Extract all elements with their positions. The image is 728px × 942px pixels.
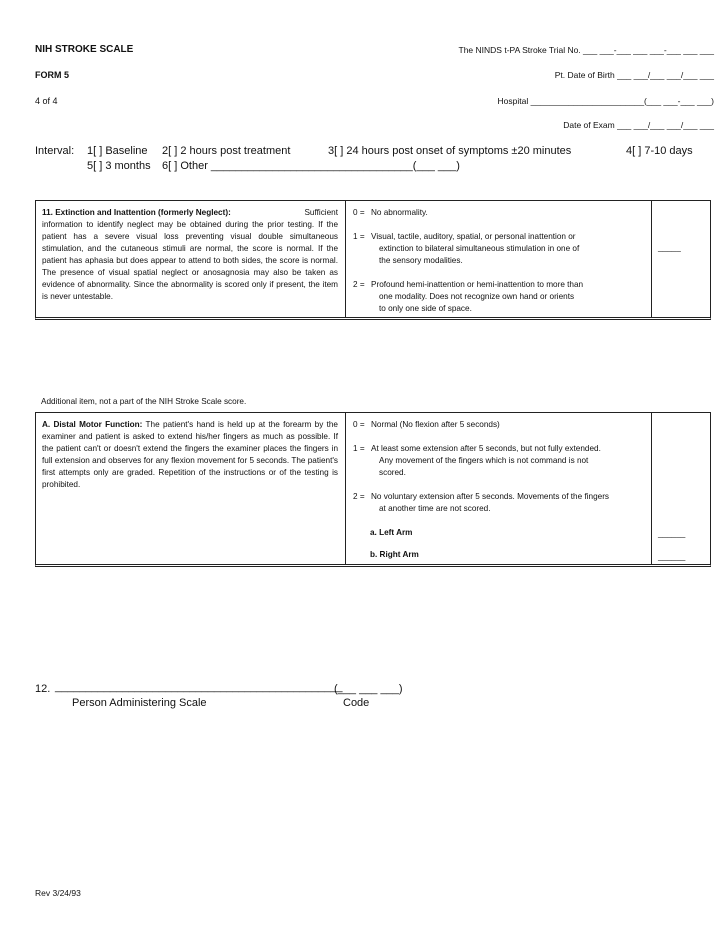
page-title: NIH STROKE SCALE	[35, 44, 134, 55]
administrator-code-field[interactable]: (___ ___ ___)	[334, 683, 403, 695]
item-11-description-text: information to identify neglect may be obtained during the prior testing. If the patient has a severe visual loss preventing visual double simultaneous stimulation, and the cutaneous stimuli are normal, the score is normal. If the patient has aphasia but does appear to attend to both sides, the score is normal. The presence of visual spatial neglect or anosagnosia may also be taken as evidence of abnormality. Since the abnormality is scored only if present, the item is never untestable.	[42, 220, 338, 301]
item-11-option-0: 0 = No abnormality.	[353, 208, 428, 217]
form-label: FORM 5	[35, 70, 70, 80]
trial-number-field[interactable]: The NINDS t-PA Stroke Trial No. ___ ___-___ ___ ___-___ ___ ___	[458, 45, 714, 55]
interval-7-10-days-option[interactable]: 4[ ] 7-10 days	[626, 145, 693, 157]
left-arm-label: a. Left Arm	[370, 528, 413, 537]
item-a-description	[42, 419, 338, 491]
item-a-option-0: 0 = Normal (No flexion after 5 seconds)	[353, 420, 500, 429]
exam-date-field[interactable]: Date of Exam ___ ___/___ ___/___ ___	[563, 120, 714, 130]
additional-item-note: Additional item, not a part of the NIH Stroke Scale score.	[41, 397, 247, 406]
item-a-option-1: 1 = At least some extension after 5 seconds, but not fully extended.	[353, 444, 601, 453]
column-divider	[345, 413, 346, 564]
column-divider	[651, 413, 652, 564]
right-arm-label: b. Right Arm	[370, 550, 419, 559]
interval-2h-option[interactable]: 2[ ] 2 hours post treatment	[162, 145, 291, 157]
item-a-option-2: 2 = No voluntary extension after 5 seconds. Movements of the fingers	[353, 492, 610, 501]
item-11-heading: 11. Extinction and Inattention (formerly Neglect):	[42, 208, 231, 217]
interval-label: Interval:	[35, 145, 75, 157]
person-administering-label: Person Administering Scale	[72, 697, 207, 709]
item-11-option-1: 1 = Visual, tactile, auditory, spatial, or personal inattention or	[353, 232, 576, 241]
item-11-description	[42, 207, 338, 303]
code-label: Code	[343, 697, 370, 709]
item-11-option-2-cont: one modality. Does not recognize own hand or orients	[379, 292, 575, 301]
item-11-option-1-cont: extinction to bilateral simultaneous stimulation in one of	[379, 244, 580, 253]
item-12-number: 12.	[35, 683, 51, 695]
interval-other-option[interactable]: 6[ ] Other _________________________________(___ ___)	[162, 160, 460, 172]
interval-3-months-option[interactable]: 5[ ] 3 months	[87, 160, 151, 172]
item-11-option-2-cont: to only one side of space.	[379, 304, 472, 313]
revision-date: Rev 3/24/93	[35, 888, 81, 898]
interval-baseline-option[interactable]: 1[ ] Baseline	[87, 145, 148, 157]
item-a-option-1-cont: Any movement of the fingers which is not command is not	[379, 456, 589, 465]
item-a-option-2-cont: at another time are not scored.	[379, 504, 491, 513]
item-11-box	[35, 200, 711, 320]
date-of-birth-field[interactable]: Pt. Date of Birth ___ ___/___ ___/___ ___	[554, 70, 714, 80]
item-a-option-1-cont: scored.	[379, 468, 406, 477]
item-a-heading: A. Distal Motor Function:	[42, 420, 143, 429]
column-divider	[651, 201, 652, 317]
administrator-signature-line[interactable]: _______________________________________________	[55, 681, 343, 693]
item-11-option-1-cont: the sensory modalities.	[379, 256, 463, 265]
page-number: 4 of 4	[35, 96, 58, 106]
item-11-option-2: 2 = Profound hemi-inattention or hemi-inattention to more than	[353, 280, 584, 289]
item-a-box	[35, 412, 711, 567]
left-arm-score-field[interactable]: ______	[658, 529, 686, 538]
item-11-heading-tail: Sufficient	[304, 208, 338, 217]
hospital-field[interactable]: Hospital ________________________(___ ___-___ ___)	[497, 96, 714, 106]
interval-24h-option[interactable]: 3[ ] 24 hours post onset of symptoms ±20 minutes	[328, 145, 572, 157]
right-arm-score-field[interactable]: ______	[658, 552, 686, 561]
item-11-score-field[interactable]: _____	[658, 243, 681, 252]
column-divider	[345, 201, 346, 317]
item-a-description-text: The patient's hand is held up at the forearm by the examiner and patient is asked to extend his/her fingers as much as possible. If the patient can't or doesn't extend the fingers the examiner places the fingers in full extension and observes for any flexion movement for 5 seconds. The patient's first attempts only are graded. Repetition of the instructions or of the testing is prohibited.	[42, 420, 338, 489]
